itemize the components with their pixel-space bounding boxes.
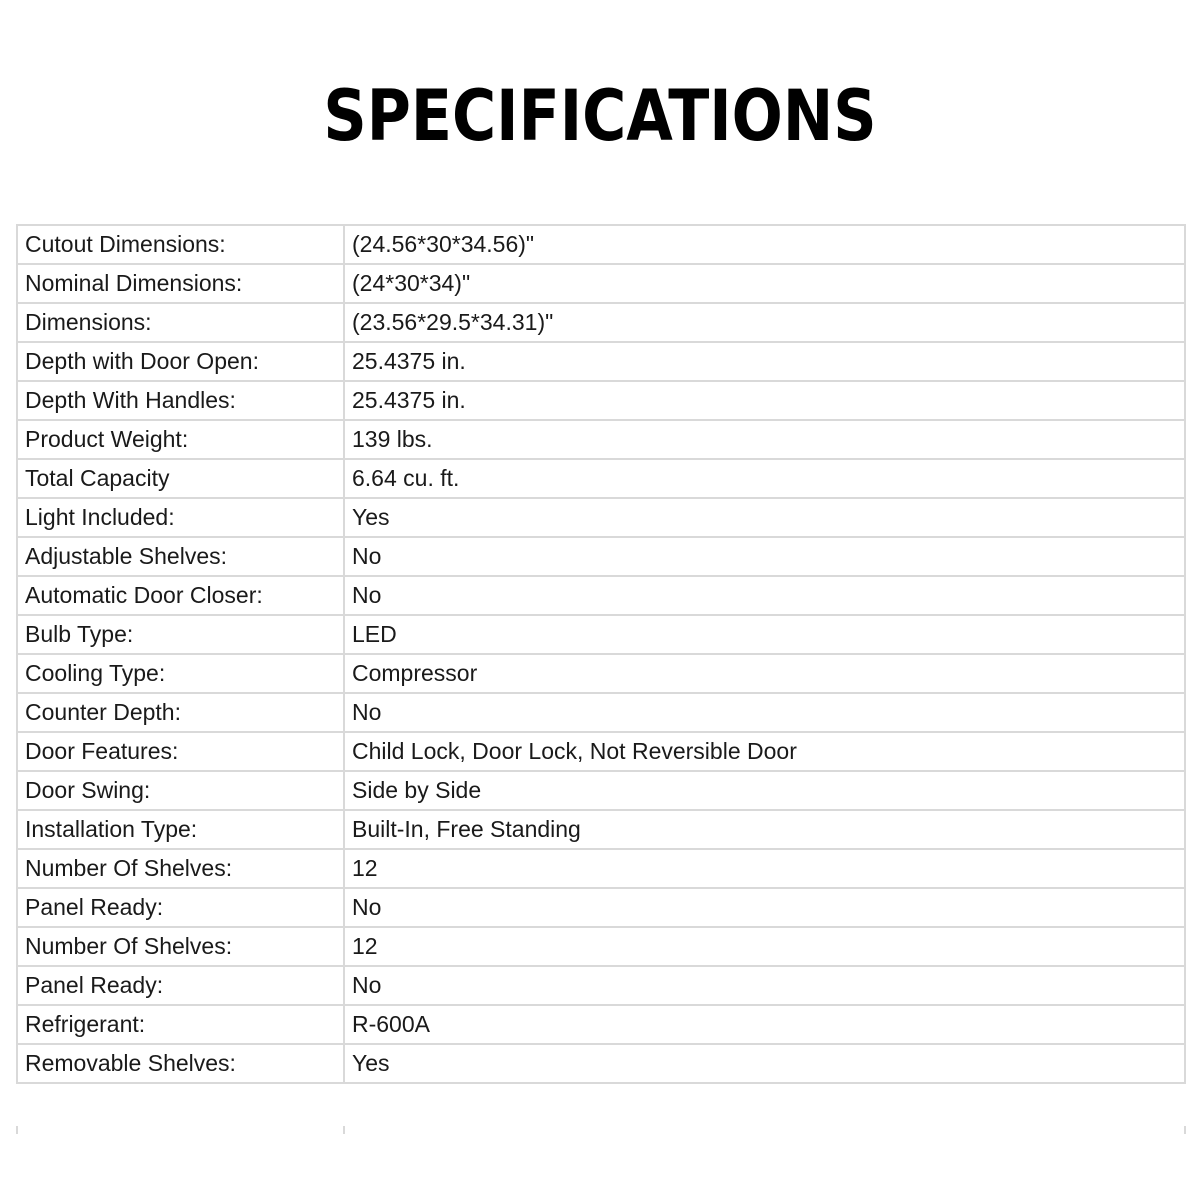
spec-row <box>17 342 1185 381</box>
spec-row <box>17 225 1185 264</box>
spec-label: Panel Ready: <box>17 888 344 927</box>
spec-row <box>17 459 1185 498</box>
spec-value: Compressor <box>344 654 1185 693</box>
spec-row <box>17 927 1185 966</box>
spec-label: Number Of Shelves: <box>17 927 344 966</box>
spec-row <box>17 1044 1185 1083</box>
spec-value: 25.4375 in. <box>344 342 1185 381</box>
spec-label: Total Capacity <box>17 459 344 498</box>
spec-label: Adjustable Shelves: <box>17 537 344 576</box>
spec-row <box>17 615 1185 654</box>
spec-value: No <box>344 576 1185 615</box>
spec-value: (23.56*29.5*34.31)" <box>344 303 1185 342</box>
spec-value: 6.64 cu. ft. <box>344 459 1185 498</box>
spec-value: No <box>344 888 1185 927</box>
spec-value: No <box>344 693 1185 732</box>
spec-label: Product Weight: <box>17 420 344 459</box>
spec-label: Door Swing: <box>17 771 344 810</box>
spec-row <box>17 303 1185 342</box>
spec-value: R-600A <box>344 1005 1185 1044</box>
spec-label: Number Of Shelves: <box>17 849 344 888</box>
spec-label: Depth with Door Open: <box>17 342 344 381</box>
spec-row <box>17 381 1185 420</box>
spec-label: Dimensions: <box>17 303 344 342</box>
spec-value: (24.56*30*34.56)" <box>344 225 1185 264</box>
spec-label: Light Included: <box>17 498 344 537</box>
spec-label: Cutout Dimensions: <box>17 225 344 264</box>
spec-value: (24*30*34)" <box>344 264 1185 303</box>
spec-label: Removable Shelves: <box>17 1044 344 1083</box>
spec-row <box>17 498 1185 537</box>
spec-row <box>17 654 1185 693</box>
spec-row <box>17 888 1185 927</box>
spec-label: Counter Depth: <box>17 693 344 732</box>
page-title: SPECIFICATIONS <box>323 75 877 157</box>
spec-label: Automatic Door Closer: <box>17 576 344 615</box>
spec-row <box>17 576 1185 615</box>
spec-label: Refrigerant: <box>17 1005 344 1044</box>
spec-row <box>17 1005 1185 1044</box>
spec-value: 139 lbs. <box>344 420 1185 459</box>
spec-value: 25.4375 in. <box>344 381 1185 420</box>
spec-value: Built-In, Free Standing <box>344 810 1185 849</box>
specifications-table <box>16 224 1186 1084</box>
spec-row <box>17 420 1185 459</box>
spec-value: Side by Side <box>344 771 1185 810</box>
spec-label: Installation Type: <box>17 810 344 849</box>
spec-value: 12 <box>344 927 1185 966</box>
spec-label: Nominal Dimensions: <box>17 264 344 303</box>
spec-row <box>17 966 1185 1005</box>
table-continuation-divider <box>343 1126 345 1134</box>
spec-value: Yes <box>344 1044 1185 1083</box>
spec-label: Depth With Handles: <box>17 381 344 420</box>
spec-row <box>17 771 1185 810</box>
spec-value: Yes <box>344 498 1185 537</box>
table-continuation-edge <box>16 1126 1186 1134</box>
specifications-table-body <box>17 225 1185 1083</box>
spec-row <box>17 264 1185 303</box>
spec-row <box>17 732 1185 771</box>
spec-label: Bulb Type: <box>17 615 344 654</box>
spec-row <box>17 537 1185 576</box>
spec-label: Door Features: <box>17 732 344 771</box>
spec-row <box>17 693 1185 732</box>
spec-value: No <box>344 537 1185 576</box>
spec-value: LED <box>344 615 1185 654</box>
spec-row <box>17 810 1185 849</box>
spec-row <box>17 849 1185 888</box>
spec-label: Panel Ready: <box>17 966 344 1005</box>
spec-value: Child Lock, Door Lock, Not Reversible Door <box>344 732 1185 771</box>
spec-value: No <box>344 966 1185 1005</box>
spec-label: Cooling Type: <box>17 654 344 693</box>
spec-value: 12 <box>344 849 1185 888</box>
